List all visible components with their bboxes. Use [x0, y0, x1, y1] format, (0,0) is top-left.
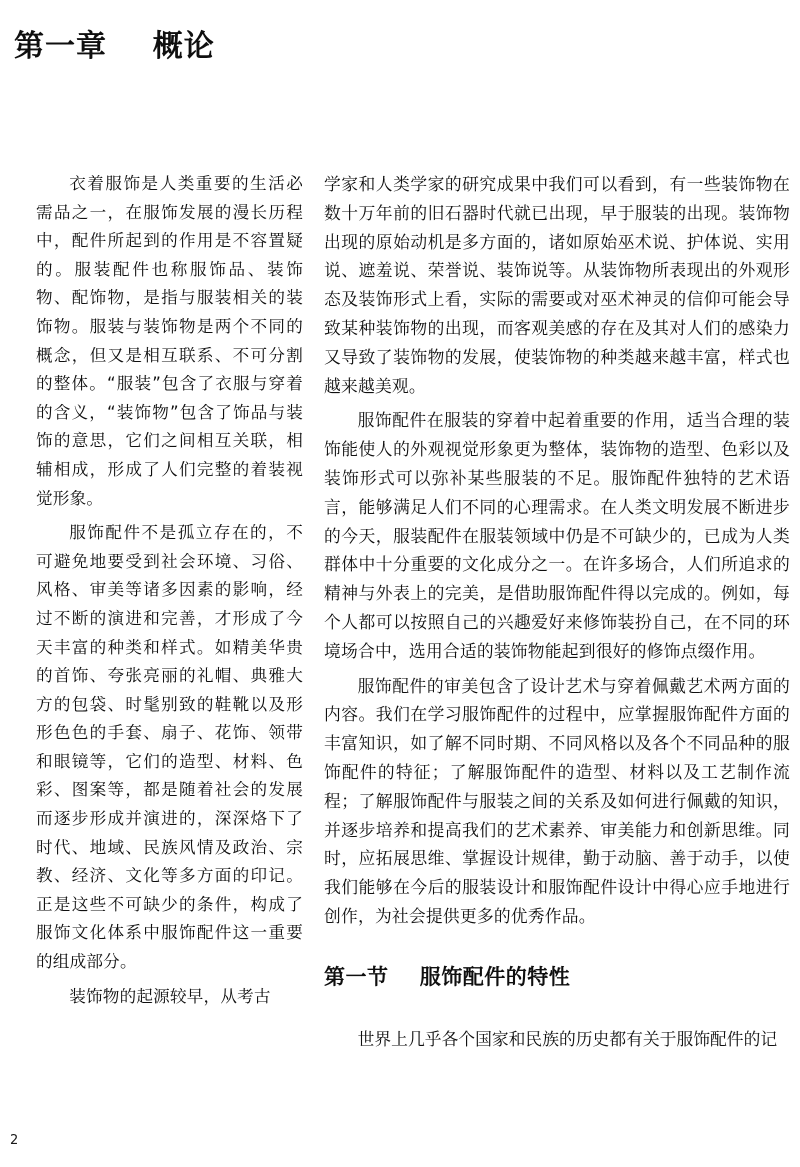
chapter-heading: 第一章 概论: [14, 29, 215, 65]
paragraph: 服饰配件不是孤立存在的，不可避免地要受到社会环境、习俗、风格、审美等诸多因素的影响，经过不断的演进和完善，才形成了今天丰富的种类和样式。如精美华贵的首饰、夸张亮丽的礼帽、典雅大方的包袋、时髦别致的鞋靴以及形形色色的手套、扇子、花饰、领带和眼镜等，它们的造型、材料、色彩、图案等，都是随着社会的发展而逐步形成并演进的，深深烙下了时代、地域、民族风情及政治、宗教、经济、文化等多方面的印记。正是这些不可缺少的条件，构成了服饰文化体系中服饰配件这一重要的组成部分。: [36, 523, 303, 972]
paragraph: 装饰物的起源较早，从考古: [69, 986, 271, 1006]
section-heading: 第一节 服饰配件的特性: [324, 964, 571, 989]
left-text-column: [36, 170, 303, 1017]
paragraph: 服饰配件在服装的穿着中起着重要的作用，适当合理的装饰能使人的外观视觉形象更为整体，装饰物的造型、色彩以及装饰形式可以弥补某些服装的不足。服饰配件独特的艺术语言，能够满足人们不同的心理需求。在人类文明发展不断进步的今天，服装配件在服装领域中仍是不可缺少的，已成为人类群体中十分重要的文化成分之一。在许多场合，人们所追求的精神与外表上的完美，是借助服饰配件得以完成的。例如，每个人都可以按照自己的兴趣爱好来修饰装扮自己，在不同的环境场合中，选用合适的装饰物能起到很好的修饰点缀作用。: [324, 410, 790, 661]
paragraph: 衣着服饰是人类重要的生活必需品之一，在服饰发展的漫长历程中，配件所起到的作用是不容置疑的。服装配件也称服饰品、装饰物、配饰物，是指与服装相关的装饰物。服装与装饰物是两个不同的概念，但又是相互联系、不可分割的整体。“服装”包含了衣服与穿着的含义，“装饰物”包含了饰品与装饰的意思，它们之间相互关联，相辅相成，形成了人们完整的着装视觉形象。: [36, 174, 303, 508]
paragraph: 学家和人类学家的研究成果中我们可以看到，有一些装饰物在数十万年前的旧石器时代就已出现，早于服装的出现。装饰物出现的原始动机是多方面的，诸如原始巫术说、护体说、实用说、遮羞说、荣誉说、装饰说等。从装饰物所表现出的外观形态及装饰形式上看，实际的需要或对巫术神灵的信仰可能会导致某种装饰物的出现，而客观美感的存在及其对人们的感染力又导致了装饰物的发展，使装饰物的种类越来越丰富，样式也越来越美观。: [324, 174, 790, 396]
section-lead-paragraph: 世界上几乎各个国家和民族的历史都有关于服饰配件的记: [357, 1028, 778, 1049]
page-number: 2: [10, 1133, 19, 1148]
paragraph: 服饰配件的审美包含了设计艺术与穿着佩戴艺术两方面的内容。我们在学习服饰配件的过程中，应掌握服饰配件方面的丰富知识，如了解不同时期、不同风格以及各个不同品种的服饰配件的特征；了解服饰配件的造型、材料以及工艺制作流程；了解服饰配件与服装之间的关系及如何进行佩戴的知识，并逐步培养和提高我们的艺术素养、审美能力和创新思维。同时，应拓展思维、掌握设计规律，勤于动脑、善于动手，以使我们能够在今后的服装设计和服饰配件设计中得心应手地进行创作，为社会提供更多的优秀作品。: [324, 675, 790, 926]
body-columns: [12, 170, 790, 1135]
right-text-column: [324, 170, 790, 1054]
